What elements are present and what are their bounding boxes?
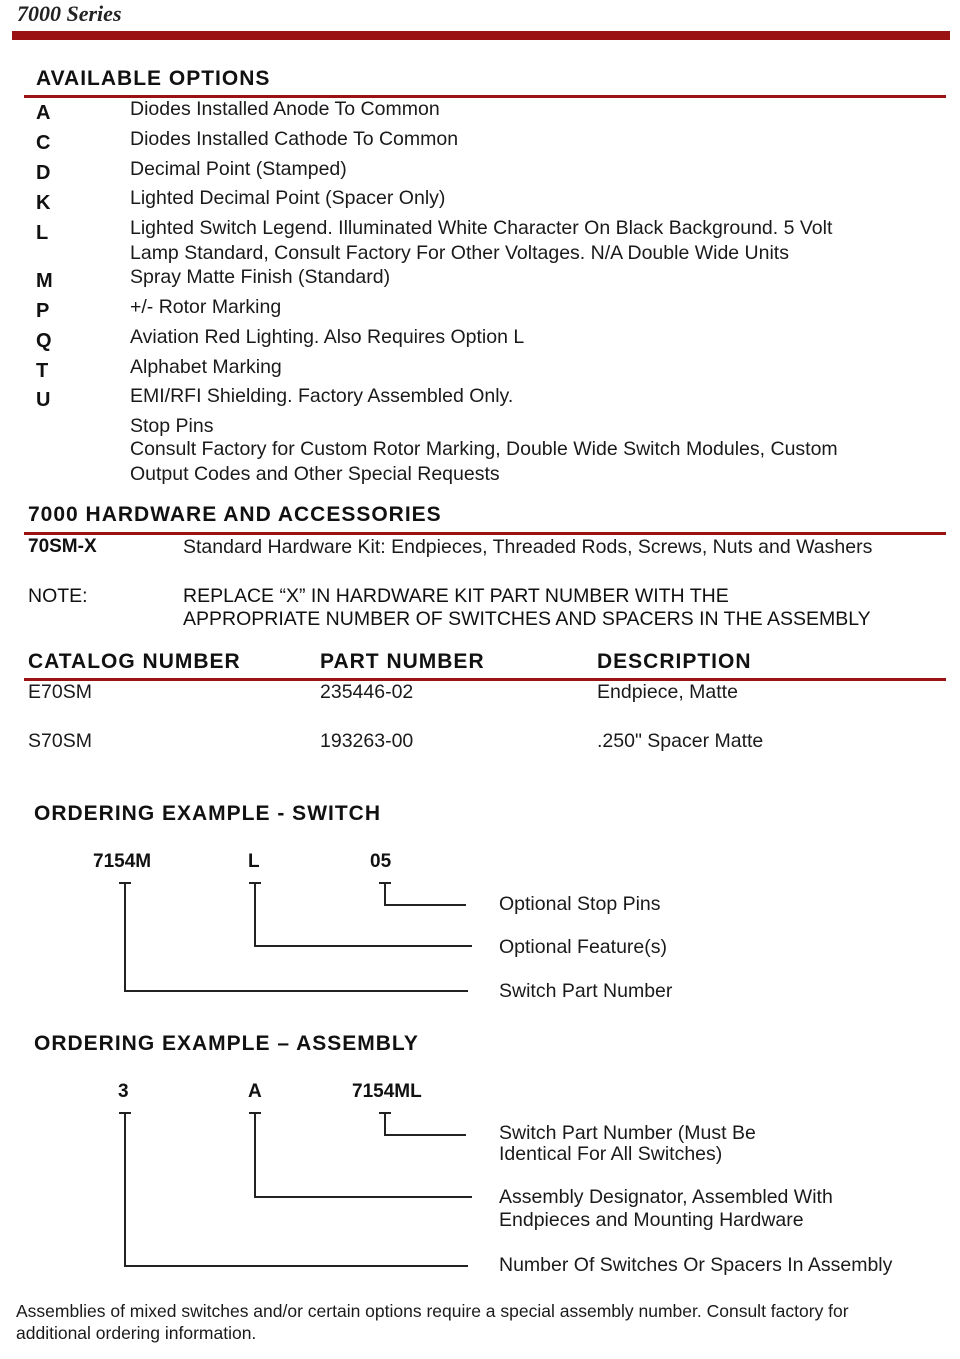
table-header: DESCRIPTION [597,650,752,673]
option-code: A [36,102,51,124]
option-code: C [36,132,51,154]
option-description: Diodes Installed Cathode To Common [130,128,459,150]
connector-line [254,882,256,947]
note-text: REPLACE “X” IN HARDWARE KIT PART NUMBER WITH THE [183,585,729,607]
assembly-example-heading: ORDERING EXAMPLE – ASSEMBLY [34,1032,419,1055]
option-code: P [36,300,50,322]
table-header: PART NUMBER [320,650,485,673]
option-description: Diodes Installed Anode To Common [130,98,440,120]
table-cell: S70SM [28,730,92,752]
options-heading: AVAILABLE OPTIONS [36,67,271,90]
connector-line [254,1196,472,1198]
footer-line: Assemblies of mixed switches and/or certain options require a special assembly number. Consult factory for [16,1301,849,1321]
switch-example-label: Optional Stop Pins [499,893,661,915]
option-description: Decimal Point (Stamped) [130,158,347,180]
header-bar [12,31,950,40]
option-description: Alphabet Marking [130,356,282,378]
connector-line [124,882,126,992]
switch-example-part: 05 [370,851,392,872]
option-description: Stop Pins [130,415,214,437]
connector-line [124,1112,126,1267]
option-description: Aviation Red Lighting. Also Requires Option L [130,326,525,348]
option-code: D [36,162,51,184]
connector-line [384,1112,386,1136]
connector-line [124,990,468,992]
connector-line [384,904,466,906]
option-description: Lamp Standard, Consult Factory For Other Voltages. N/A Double Wide Units [130,242,789,264]
switch-example-part: L [248,851,260,872]
assembly-example-label: Number Of Switches Or Spacers In Assembly [499,1254,893,1276]
option-description: Consult Factory for Custom Rotor Marking, Double Wide Switch Modules, Custom [130,438,838,460]
option-description: EMI/RFI Shielding. Factory Assembled Only. [130,385,514,407]
switch-example-heading: ORDERING EXAMPLE - SWITCH [34,802,382,825]
option-description: Lighted Switch Legend. Illuminated White Character On Black Background. 5 Volt [130,217,833,239]
option-code: T [36,360,49,382]
connector-line [124,1265,468,1267]
kit-part-number: 70SM-X [28,536,97,557]
option-description: +/- Rotor Marking [130,296,282,318]
table-cell: 193263-00 [320,730,414,752]
connector-line [254,945,472,947]
option-code: K [36,192,51,214]
option-code: U [36,389,51,411]
table-rule [24,678,946,681]
option-description: Output Codes and Other Special Requests [130,463,500,485]
assembly-example-part: A [248,1081,262,1102]
option-code: M [36,270,53,292]
connector-line [254,1112,256,1198]
option-code: L [36,222,49,244]
note-text: APPROPRIATE NUMBER OF SWITCHES AND SPACERS IN THE ASSEMBLY [183,608,871,630]
table-cell: Endpiece, Matte [597,681,738,703]
kit-description: Standard Hardware Kit: Endpieces, Threaded Rods, Screws, Nuts and Washers [183,536,873,558]
switch-example-part: 7154M [93,851,152,872]
assembly-example-label: Switch Part Number (Must Be [499,1122,756,1144]
series-title: 7000 Series [17,1,122,26]
footer-note [16,1300,946,1344]
assembly-example-part: 3 [118,1081,129,1102]
option-description: Lighted Decimal Point (Spacer Only) [130,187,446,209]
assembly-example-part: 7154ML [352,1081,422,1102]
connector-line [384,882,386,906]
footer-line: additional ordering information. [16,1323,257,1343]
assembly-example-label: Identical For All Switches) [499,1143,723,1165]
assembly-example-label: Assembly Designator, Assembled With [499,1186,833,1208]
table-cell: 235446-02 [320,681,414,703]
connector-line [384,1134,466,1136]
table-cell: .250" Spacer Matte [597,730,764,752]
hardware-heading: 7000 HARDWARE AND ACCESSORIES [28,503,442,526]
switch-example-label: Optional Feature(s) [499,936,667,958]
option-description: Spray Matte Finish (Standard) [130,266,391,288]
switch-example-label: Switch Part Number [499,980,673,1002]
table-header: CATALOG NUMBER [28,650,241,673]
note-label: NOTE: [28,585,88,607]
option-code: Q [36,330,52,352]
assembly-example-label: Endpieces and Mounting Hardware [499,1209,804,1231]
table-cell: E70SM [28,681,92,703]
